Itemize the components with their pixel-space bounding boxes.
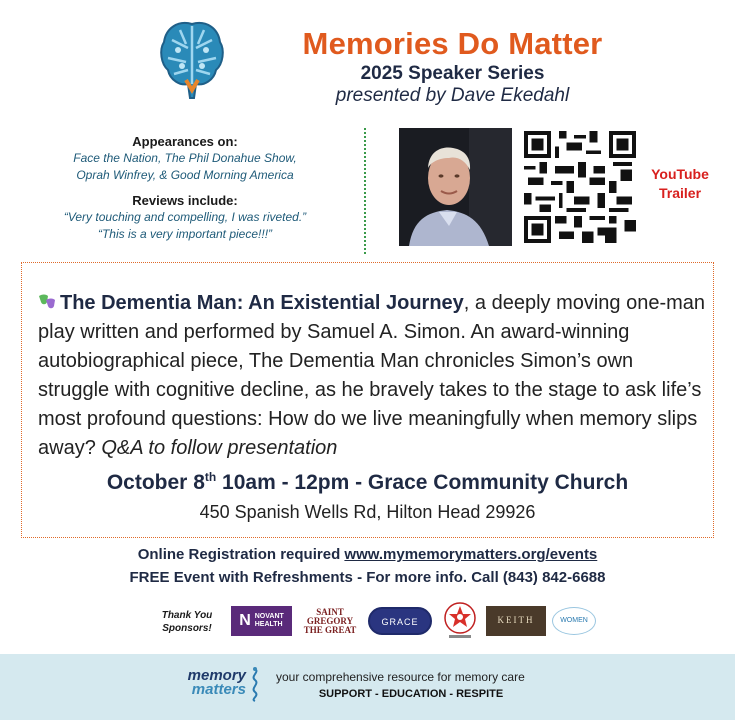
theater-masks-icon <box>38 294 56 310</box>
youtube-line-1: YouTube <box>651 166 709 182</box>
youtube-line-2: Trailer <box>658 185 702 201</box>
reviews-heading: Reviews include: <box>132 193 238 208</box>
sponsors-thanks: Thank You Sponsors! <box>161 610 213 634</box>
appearances-line-2: Oprah Winfrey, & Good Morning America <box>76 168 294 182</box>
event-date-time-venue: October 8th 10am - 12pm - Grace Community Church <box>106 470 629 494</box>
qa-note: Q&A to follow presentation <box>101 437 338 459</box>
event-description <box>38 289 706 463</box>
sponsor-keith-logo: KEITH <box>486 606 546 636</box>
sponsor-novant-logo: N NOVANT HEALTH <box>231 606 292 636</box>
presenter-line: presented by Dave Ekedahl <box>335 85 570 106</box>
play-title: The Dementia Man: An Existential Journey <box>60 292 464 314</box>
dotted-divider <box>364 128 366 254</box>
registration-line: Online Registration required www.mymemorymatters.org/events <box>137 546 598 563</box>
sponsor-saint-gregory-logo: SAINT GREGORY THE GREAT <box>303 607 357 635</box>
sponsor-firefighters-logo <box>441 600 479 640</box>
review-1: “Very touching and compelling, I was riveted.” <box>63 210 307 224</box>
memory-matters-logo: memory matters <box>187 667 246 698</box>
page-title: Memories Do Matter <box>302 26 603 61</box>
play-description: , a deeply moving one-man play written and performed by Samuel A. Simon. An award-winning autobiographical piece, The Dementia Man chronicles Simon’s own struggle with cognitive decline, as he bravely takes to the stage to ask life’s most profound questions: How do we live meaningfully when memory slips away? <box>38 292 706 459</box>
sponsor-grace-logo: GRACE <box>368 607 432 635</box>
free-event-line: FREE Event with Refreshments - For more info. Call (843) 842-6688 <box>129 569 606 586</box>
sponsor-women-logo: WOMEN <box>552 607 596 635</box>
swirl-icon <box>246 666 264 702</box>
qr-code-icon[interactable] <box>524 128 636 246</box>
event-address: 450 Spanish Wells Rd, Hilton Head 29926 <box>199 502 536 522</box>
youtube-trailer-link[interactable] <box>640 165 720 203</box>
registration-link[interactable]: www.mymemorymatters.org/events <box>344 546 598 563</box>
footer-band <box>0 654 735 720</box>
speaker-photo <box>399 128 512 246</box>
credentials-block <box>40 133 330 243</box>
footer-tagline: your comprehensive resource for memory care <box>276 670 525 684</box>
review-2: “This is a very important piece!!!” <box>97 227 273 241</box>
appearances-heading: Appearances on: <box>132 134 238 149</box>
appearances-line-1: Face the Nation, The Phil Donahue Show, <box>73 151 297 165</box>
series-subtitle: 2025 Speaker Series <box>360 63 545 84</box>
footer-sub-tagline: SUPPORT - EDUCATION - RESPITE <box>318 688 504 700</box>
